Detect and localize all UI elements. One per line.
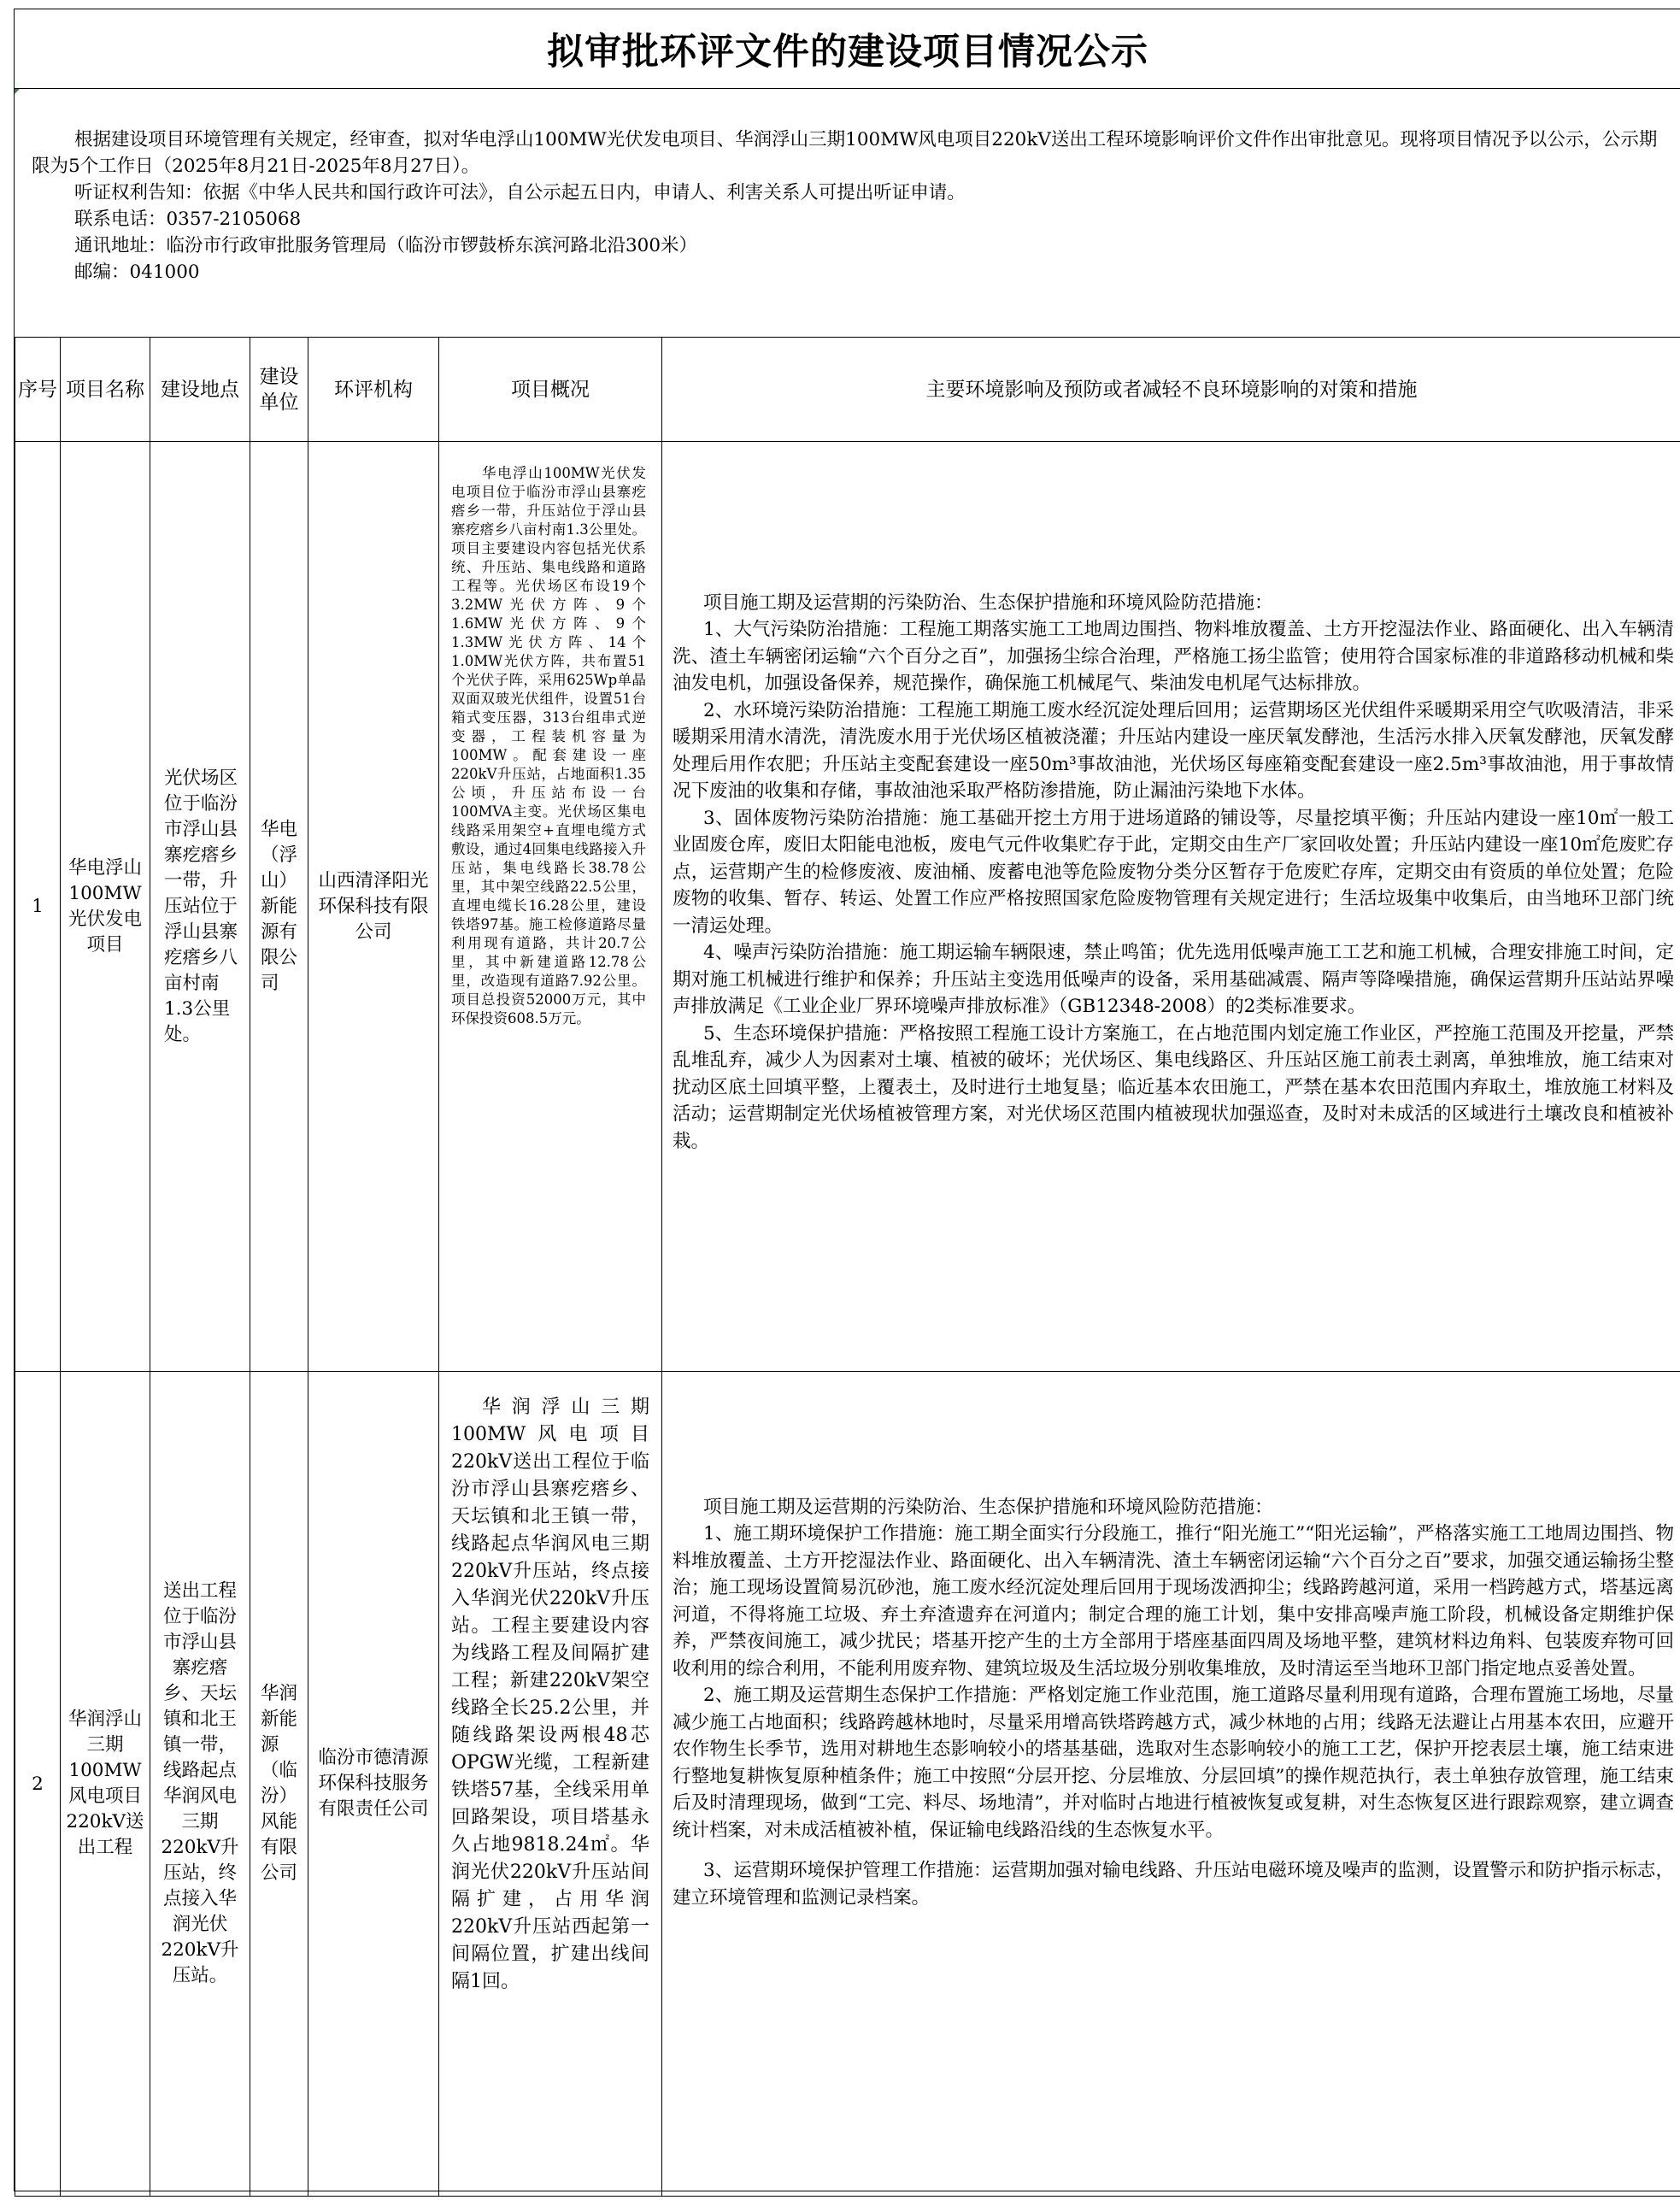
notice-phone: 联系电话：0357-2105068 [74, 209, 302, 230]
row-builder: 华电（浮山）新能源有限公司 [250, 442, 308, 1372]
overview-text: 华电浮山100MW光伏发电项目位于临汾市浮山县寨疙瘩乡一带，升压站位于浮山县寨疙瘩乡八亩村南1.3公里处。项目主要建设内容包括光伏系统、升压站、集电线路和道路工程等。光伏场区布设19个3.2MW光伏方阵、9个1.6MW光伏方阵、9个1.3MW光伏方阵、14个1.0MW光伏方阵，共布置51个光伏子阵，采用625Wp单晶双面双玻光伏组件，设置51台箱式变压器，313台组串式逆变器，工程装机容量为100MW。配套建设一座220kV升压站，占地面积1.35公顷，升压站布设一台100MVA主变。光伏场区集电线路采用架空+直埋电缆方式敷设，通过4回集电线路接入升压站，集电线路长38.78公里，其中架空线路22.5公里，直埋电缆长16.28公里，建设铁塔97基。施工检修道路尽量利用现有道路，共计20.7公里，其中新建道路12.78公里，改造现有道路7.92公里。项目总投资52000万元，其中环保投资608.5万元。 [451, 465, 646, 1026]
page-title: 拟审批环评文件的建设项目情况公示 [15, 9, 1680, 89]
row-overview [439, 1372, 662, 2197]
table-header-row [15, 338, 1680, 442]
row-no: 2 [15, 1372, 61, 2197]
measure-item: 3、运营期环境保护管理工作措施：运营期加强对输电线路、升压站电磁环境及噪声的监测，设置警示和防护指示标志，建立环境管理和监测记录档案。 [673, 1860, 1674, 1909]
row-agency: 临汾市德清源环保科技服务有限责任公司 [308, 1372, 439, 2197]
row-no: 1 [15, 442, 61, 1372]
measure-item: 1、施工期环境保护工作措施：施工期全面实行分段施工，推行“阳光施工”“阳光运输”，严格落实施工工地周边围挡、物料堆放覆盖、土方开挖湿法作业、路面硬化、出入车辆清洗、渣土车辆密闭运输“六个百分之百”要求，加强交通运输扬尘整治；施工现场设置简易沉砂池，施工废水经沉淀处理后回用于现场泼洒抑尘；线路跨越河道，采用一档跨越方式，塔基远离河道，不得将施工垃圾、弃土弃渣遗弃在河道内；制定合理的施工计划，集中安排高噪声施工阶段，机械设备定期维护保养，严禁夜间施工，减少扰民；塔基开挖产生的土方全部用于塔座基面四周及场地平整，建筑材料边角料、包装废弃物可回收利用的综合利用，不能利用废弃物、建筑垃圾及生活垃圾分别收集堆放，及时清运至当地环卫部门指定地点妥善处置。 [673, 1523, 1674, 1679]
header-builder: 建设单位 [250, 338, 308, 442]
table-row [15, 1372, 1680, 2197]
table-row [15, 442, 1680, 1372]
notice-address: 通讯地址：临汾市行政审批服务管理局（临汾市锣鼓桥东滨河路北沿300米） [74, 235, 698, 256]
notice-intro: 根据建设项目环境管理有关规定，经审查，拟对华电浮山100MW光伏发电项目、华润浮山三期100MW风电项目220kV送出工程环境影响评价文件作出审批意见。现将项目情况予以公示，公示期限为5个工作日（2025年8月21日-2025年8月27日）。 [32, 129, 1658, 177]
measure-item: 1、大气污染防治措施：工程施工期落实施工工地周边围挡、物料堆放覆盖、土方开挖湿法作业、路面硬化、出入车辆清洗、渣土车辆密闭运输“六个百分之百”，加强扬尘综合治理，严格施工扬尘监管；使用符合国家标准的非道路移动机械和柴油发电机，加强设备保养，规范操作，确保施工机械尾气、柴油发电机尾气达标排放。 [673, 619, 1674, 695]
row-location: 送出工程位于临汾市浮山县寨疙瘩乡、天坛镇和北王镇一带，线路起点华润风电三期220kV升压站，终点接入华润光伏220kV升压站。 [150, 1372, 250, 2197]
header-location: 建设地点 [150, 338, 250, 442]
measures-intro: 项目施工期及运营期的污染防治、生态保护措施和环境风险防范措施： [703, 1496, 1273, 1518]
measure-item: 2、施工期及运营期生态保护工作措施：严格划定施工作业范围，施工道路尽量利用现有道路，合理布置施工场地，尽量减少施工占地面积；线路跨越林地时，尽量采用增高铁塔跨越方式，减少林地的占用；线路无法避让占用基本农田，应避开农作物生长季节，选用对耕地生态影响较小的塔基基础，选取对生态影响较小的施工工艺，保护开挖表层土壤，施工结束进行整地复耕恢复原种植条件；施工中按照“分层开挖、分层堆放、分层回填”的操作规范执行，表土单独存放管理，施工结束后及时清理现场，做到“工完、料尽、场地清”，并对临时占地进行植被恢复或复耕，对生态恢复区进行跟踪观察，建立调查统计档案，对未成活植被补植，保证输电线路沿线的生态恢复水平。 [673, 1685, 1674, 1841]
notice-page [14, 9, 1680, 2191]
row-agency: 山西清泽阳光环保科技有限公司 [308, 442, 439, 1372]
row-location: 光伏场区位于临汾市浮山县寨疙瘩乡一带，升压站位于浮山县寨疙瘩乡八亩村南1.3公里处。 [150, 442, 250, 1372]
row-overview [439, 442, 662, 1372]
cell-comment-marker [15, 89, 20, 94]
measure-item: 2、水环境污染防治措施：工程施工期施工废水经沉淀处理后回用；运营期场区光伏组件采暖期采用空气吹吸清洁，非采暖期采用清水清洗，清洗废水用于光伏场区植被浇灌；升压站内建设一座厌氧发酵池，生活污水排入厌氧发酵池，厌氧发酵处理后用作农肥；升压站主变配套建设一座50m³事故油池，光伏场区每座箱变配套建设一座2.5m³事故油池，用于事故情况下废油的收集和存储，事故油池采取严格防渗措施，防止漏油污染地下水体。 [673, 699, 1674, 803]
project-table [15, 337, 1680, 2197]
notice-postcode: 邮编：041000 [74, 262, 200, 283]
header-measures: 主要环境影响及预防或者减轻不良环境影响的对策和措施 [662, 338, 1680, 442]
row-project-name: 华电浮山100MW光伏发电项目 [61, 442, 150, 1372]
row-measures [662, 442, 1680, 1372]
measure-item: 4、噪声污染防治措施：施工期运输车辆限速，禁止鸣笛；优先选用低噪声施工工艺和施工机械，合理安排施工时间，定期对施工机械进行维护和保养；升压站主变选用低噪声的设备，采用基础减震、隔声等降噪措施，确保运营期升压站站界噪声排放满足《工业企业厂界环境噪声排放标准》（GB12348-2008）的2类标准要求。 [673, 942, 1674, 1018]
header-project-name: 项目名称 [61, 338, 150, 442]
header-agency: 环评机构 [308, 338, 439, 442]
overview-text: 华润浮山三期100MW风电项目220kV送出工程位于临汾市浮山县寨疙瘩乡、天坛镇和北王镇一带，线路起点华润风电三期220kV升压站，终点接入华润光伏220kV升压站。工程主要建设内容为线路工程及间隔扩建工程；新建220kV架空线路全长25.2公里，并随线路架设两根48芯OPGW光缆，工程新建铁塔57基，全线采用单回路架设，项目塔基永久占地9818.24㎡。华润光伏220kV升压站间隔扩建，占用华润220kV升压站西起第一间隔位置，扩建出线间隔1回。 [451, 1397, 649, 1992]
measure-item: 5、生态环境保护措施：严格按照工程施工设计方案施工，在占地范围内划定施工作业区，严控施工范围及开挖量，严禁乱堆乱弃，减少人为因素对土壤、植被的破坏；光伏场区、集电线路区、升压站区施工前表土剥离，单独堆放，施工结束对扰动区底土回填平整，上覆表土，及时进行土地复垦；临近基本农田施工，严禁在基本农田范围内弃取土，堆放施工材料及活动；运营期制定光伏场植被管理方案，对光伏场区范围内植被现状加强巡查，及时对未成活的区域进行土壤改良和植被补栽。 [673, 1022, 1674, 1152]
header-no: 序号 [15, 338, 61, 442]
measure-item: 3、固体废物污染防治措施：施工基础开挖土方用于进场道路的铺设等，尽量挖填平衡；升压站内建设一座10㎡一般工业固废仓库，废旧太阳能电池板，废电气元件收集贮存于此，定期交由生产厂家回收处置；升压站内建设一座10㎡危废贮存点，运营期产生的检修废液、废油桶、废蓄电池等危险废物分类分区暂存于危废贮存库，定期交由有资质的单位处置；危险废物的收集、暂存、转运、处置工作应严格按照国家危险废物管理有关规定进行；生活垃圾集中收集后，由当地环卫部门统一清运处理。 [673, 807, 1674, 937]
notice-text [15, 89, 1680, 337]
measures-intro: 项目施工期及运营期的污染防治、生态保护措施和环境风险防范措施： [703, 591, 1273, 614]
row-measures [662, 1372, 1680, 2197]
row-project-name: 华润浮山三期100MW风电项目220kV送出工程 [61, 1372, 150, 2197]
header-overview: 项目概况 [439, 338, 662, 442]
notice-hearing: 听证权利告知：依据《中华人民共和国行政许可法》，自公示起五日内，申请人、利害关系人可提出听证申请。 [74, 182, 966, 203]
row-builder: 华润新能源（临汾）风能有限公司 [250, 1372, 308, 2197]
